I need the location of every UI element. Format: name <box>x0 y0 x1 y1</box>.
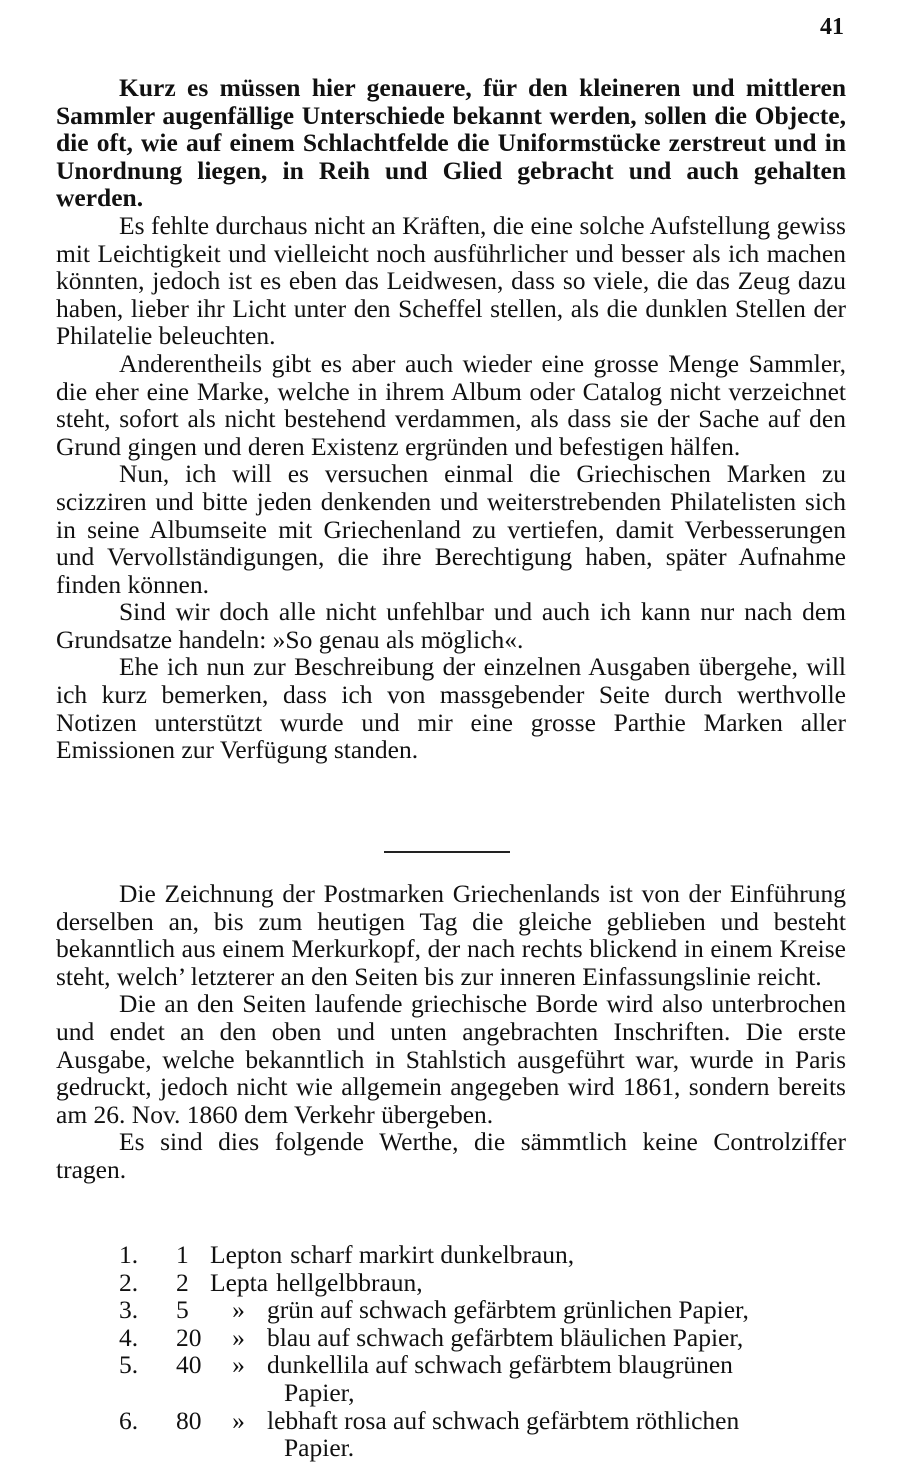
item-value: 1 <box>176 1240 189 1269</box>
section-description <box>56 880 846 1184</box>
list-item <box>56 1269 846 1297</box>
item-unit: Lepton <box>210 1240 283 1269</box>
paragraph: Anderentheils gibt es aber auch wieder eine grosse Menge Sammler, die eher eine Marke, welche in ihrem Album oder Catalog nicht verzeichnet steht, sofort als nicht bestehend verdammen, als dass sie der Sache auf den Grund gingen und deren Existenz ergründen und befestigen hälfen. <box>56 348 846 461</box>
item-number: 5. <box>119 1350 139 1380</box>
section-divider <box>384 851 510 853</box>
item-continuation: Papier, <box>284 1377 355 1407</box>
stamp-list <box>56 1241 846 1462</box>
list-item <box>56 1324 846 1352</box>
ditto-mark: » <box>232 1322 245 1352</box>
list-item <box>56 1351 846 1379</box>
paragraph: Die an den Seiten laufende griechische Borde wird also unterbrochen und endet an den oben und unten angebrachten Inschriften. Die erste Ausgabe, welche bekanntlich in Stahlstich ausgeführt war, wurde in Paris gedruckt, jedoch nicht wie allgemein angegeben wird 1861, sondern bereits am 26. Nov. 1860 dem Verkehr übergeben. <box>56 989 846 1129</box>
item-desc: lebhaft rosa auf schwach gefärbtem röthlichen <box>267 1405 740 1435</box>
item-value: 5 <box>176 1295 189 1325</box>
item-value: 80 <box>176 1405 202 1435</box>
item-unit: Lepta <box>210 1267 269 1297</box>
paragraph: Kurz es müssen hier genauere, für den kleineren und mittleren Sammler augenfällige Unterschiede bekannt werden, sollen die Objecte, die oft, wie auf einem Schlachtfelde die Uniformstücke zerstreut und in Unordnung liegen, in Reih und Glied gebracht und auch gehalten werden. <box>56 73 846 213</box>
item-number: 1. <box>119 1240 139 1269</box>
item-desc: hellgelbbraun, <box>276 1267 423 1297</box>
paragraph: Nun, ich will es versuchen einmal die Griechischen Marken zu scizziren und bitte jeden denkenden und weiterstrebenden Philatelisten sich in seine Albumseite mit Griechenland zu vertiefen, damit Verbesserungen und Vervollständigungen, die ihre Berechtigung haben, später Aufnahme finden können. <box>56 459 846 599</box>
ditto-mark: » <box>232 1350 245 1380</box>
section-intro <box>56 74 846 764</box>
paragraph: Es fehlte durchaus nicht an Kräften, die eine solche Aufstellung gewiss mit Leichtigkeit und vielleicht noch ausführlicher und besser als ich machen könnten, jedoch ist es eben das Leidwesen, dass so viele, die das Zeug dazu haben, lieber ihr Licht unter den Scheffel stellen, als die dunklen Stellen der Philatelie beleuchten. <box>56 210 846 351</box>
item-number: 2. <box>119 1267 139 1297</box>
item-desc: grün auf schwach gefärbtem grünlichen Papier, <box>267 1295 749 1325</box>
paragraph: Ehe ich nun zur Beschreibung der einzelnen Ausgaben übergehe, will ich kurz bemerken, dass ich von massgebender Seite durch werthvolle Notizen unterstützt wurde und mir eine grosse Parthie Marken aller Emissionen zur Verfügung standen. <box>56 652 846 765</box>
item-continuation: Papier. <box>284 1433 355 1463</box>
item-value: 2 <box>176 1267 189 1297</box>
list-item <box>56 1241 846 1269</box>
item-value: 40 <box>176 1350 202 1380</box>
ditto-mark: » <box>232 1405 245 1435</box>
item-number: 3. <box>119 1295 139 1325</box>
item-value: 20 <box>176 1322 202 1352</box>
paragraph: Es sind dies folgende Werthe, die sämmtlich keine Controlziffer tragen. <box>56 1127 846 1184</box>
item-desc: dunkellila auf schwach gefärbtem blaugrünen <box>267 1350 733 1380</box>
paragraph: Die Zeichnung der Postmarken Griechenlands ist von der Einführung derselben an, bis zum heutigen Tag die gleiche geblieben und besteht bekanntlich aus einem Merkurkopf, der nach rechts blickend in einem Kreise steht, welch’ letzterer an den Seiten bis zur inneren Einfassungslinie reicht. <box>56 879 846 991</box>
item-number: 4. <box>119 1322 139 1352</box>
list-item <box>56 1407 846 1435</box>
ditto-mark: » <box>232 1295 245 1325</box>
paragraph: Sind wir doch alle nicht unfehlbar und auch ich kann nur nach dem Grundsatze handeln: »So genau als möglich«. <box>56 597 846 654</box>
item-desc: scharf markirt dunkelbraun, <box>290 1240 575 1269</box>
list-item <box>56 1296 846 1324</box>
item-desc: blau auf schwach gefärbtem bläulichen Papier, <box>267 1322 744 1352</box>
item-number: 6. <box>119 1405 139 1435</box>
page-number: 41 <box>820 14 844 40</box>
